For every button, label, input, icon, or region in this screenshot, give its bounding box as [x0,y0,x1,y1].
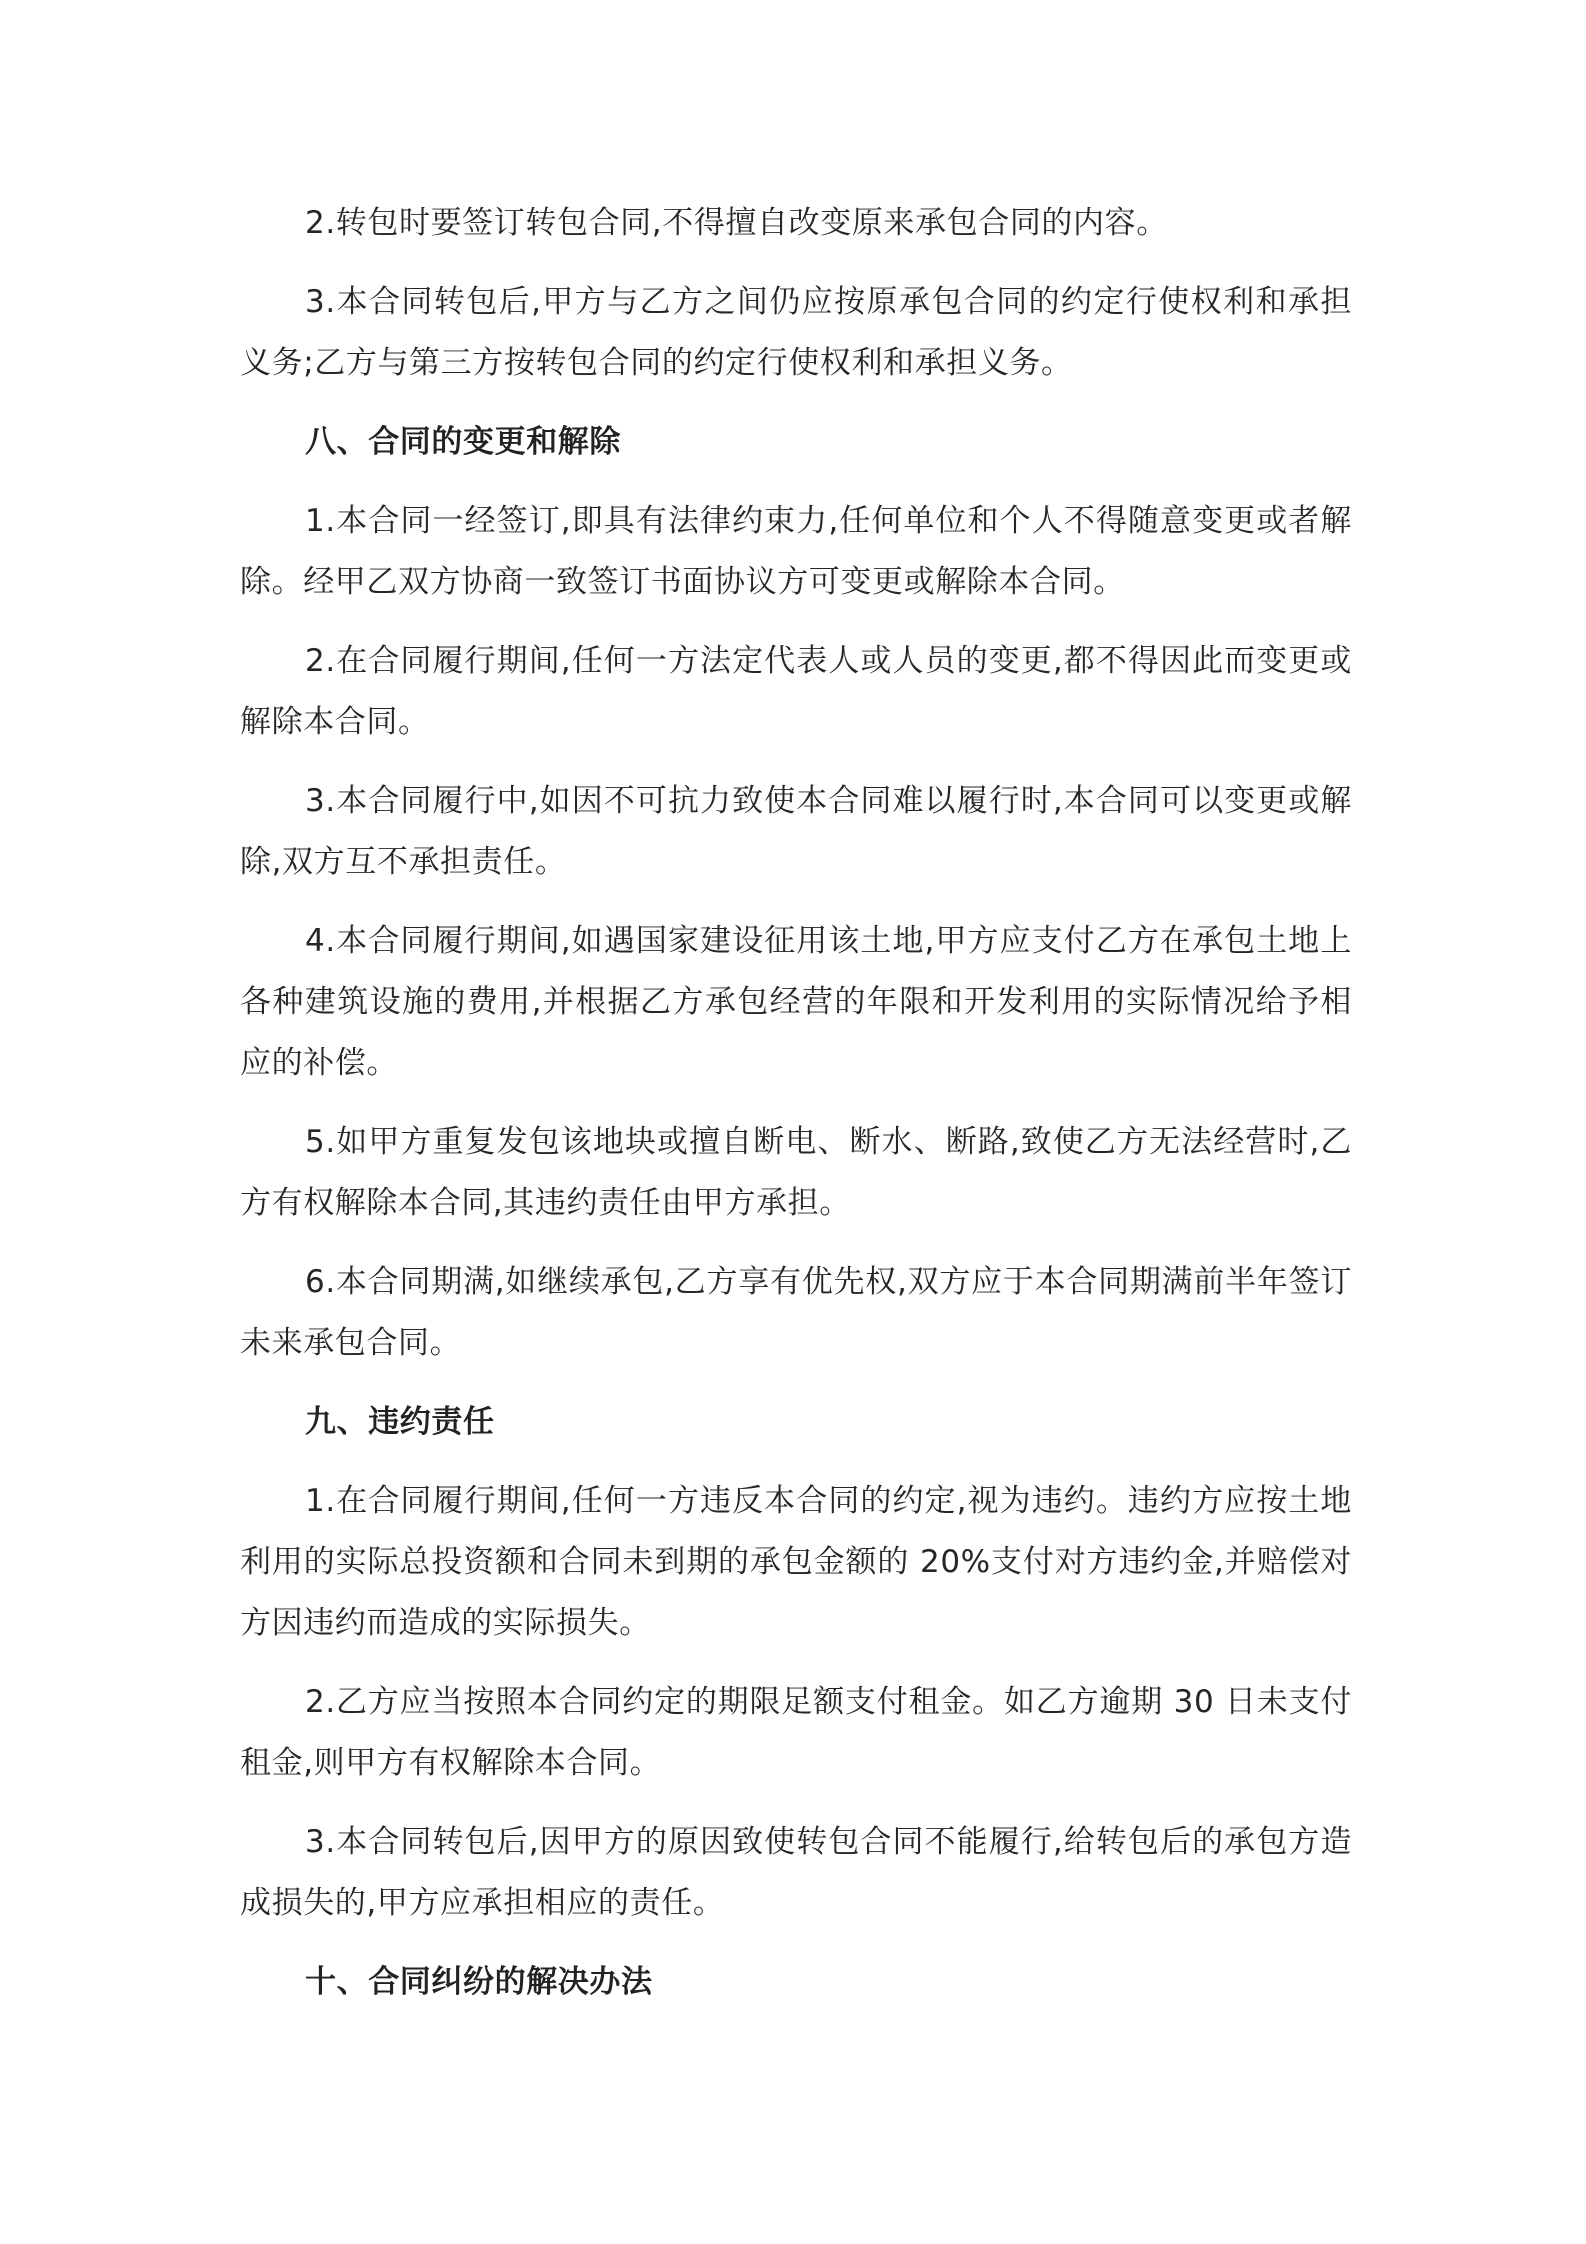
section-heading-8: 八、合同的变更和解除 [305,424,621,460]
clause-9-3: 3.本合同转包后,因甲方的原因致使转包合同不能履行,给转包后的承包方造成损失的,甲方应承担相应的责任。 [240,1824,1352,1921]
clause-8-5: 5.如甲方重复发包该地块或擅自断电、断水、断路,致使乙方无法经营时,乙方有权解除本合同,其违约责任由甲方承担。 [240,1124,1352,1221]
clause-8-2: 2.在合同履行期间,任何一方法定代表人或人员的变更,都不得因此而变更或解除本合同。 [240,643,1352,740]
clause-9-2: 2.乙方应当按照本合同约定的期限足额支付租金。如乙方逾期 30 日未支付租金,则甲方有权解除本合同。 [240,1684,1352,1781]
clause-8-6: 6.本合同期满,如继续承包,乙方享有优先权,双方应于本合同期满前半年签订未来承包合同。 [240,1264,1352,1361]
clause-9-1: 1.在合同履行期间,任何一方违反本合同的约定,视为违约。违约方应按土地利用的实际总投资额和合同未到期的承包金额的 20%支付对方违约金,并赔偿对方因违约而造成的实际损失。 [240,1483,1352,1641]
section-heading-10: 十、合同纠纷的解决办法 [305,1964,653,2000]
clause-8-3: 3.本合同履行中,如因不可抗力致使本合同难以履行时,本合同可以变更或解除,双方互不承担责任。 [240,783,1352,880]
clause-8-1: 1.本合同一经签订,即具有法律约束力,任何单位和个人不得随意变更或者解除。经甲乙双方协商一致签订书面协议方可变更或解除本合同。 [240,503,1352,600]
section-heading-9: 九、违约责任 [305,1404,495,1440]
clause-7-3: 3.本合同转包后,甲方与乙方之间仍应按原承包合同的约定行使权利和承担义务;乙方与第三方按转包合同的约定行使权利和承担义务。 [240,284,1352,381]
document-body [240,193,1352,2031]
clause-8-4: 4.本合同履行期间,如遇国家建设征用该土地,甲方应支付乙方在承包土地上各种建筑设施的费用,并根据乙方承包经营的年限和开发利用的实际情况给予相应的补偿。 [240,923,1352,1081]
clause-7-2: 2.转包时要签订转包合同,不得擅自改变原来承包合同的内容。 [305,205,1168,241]
